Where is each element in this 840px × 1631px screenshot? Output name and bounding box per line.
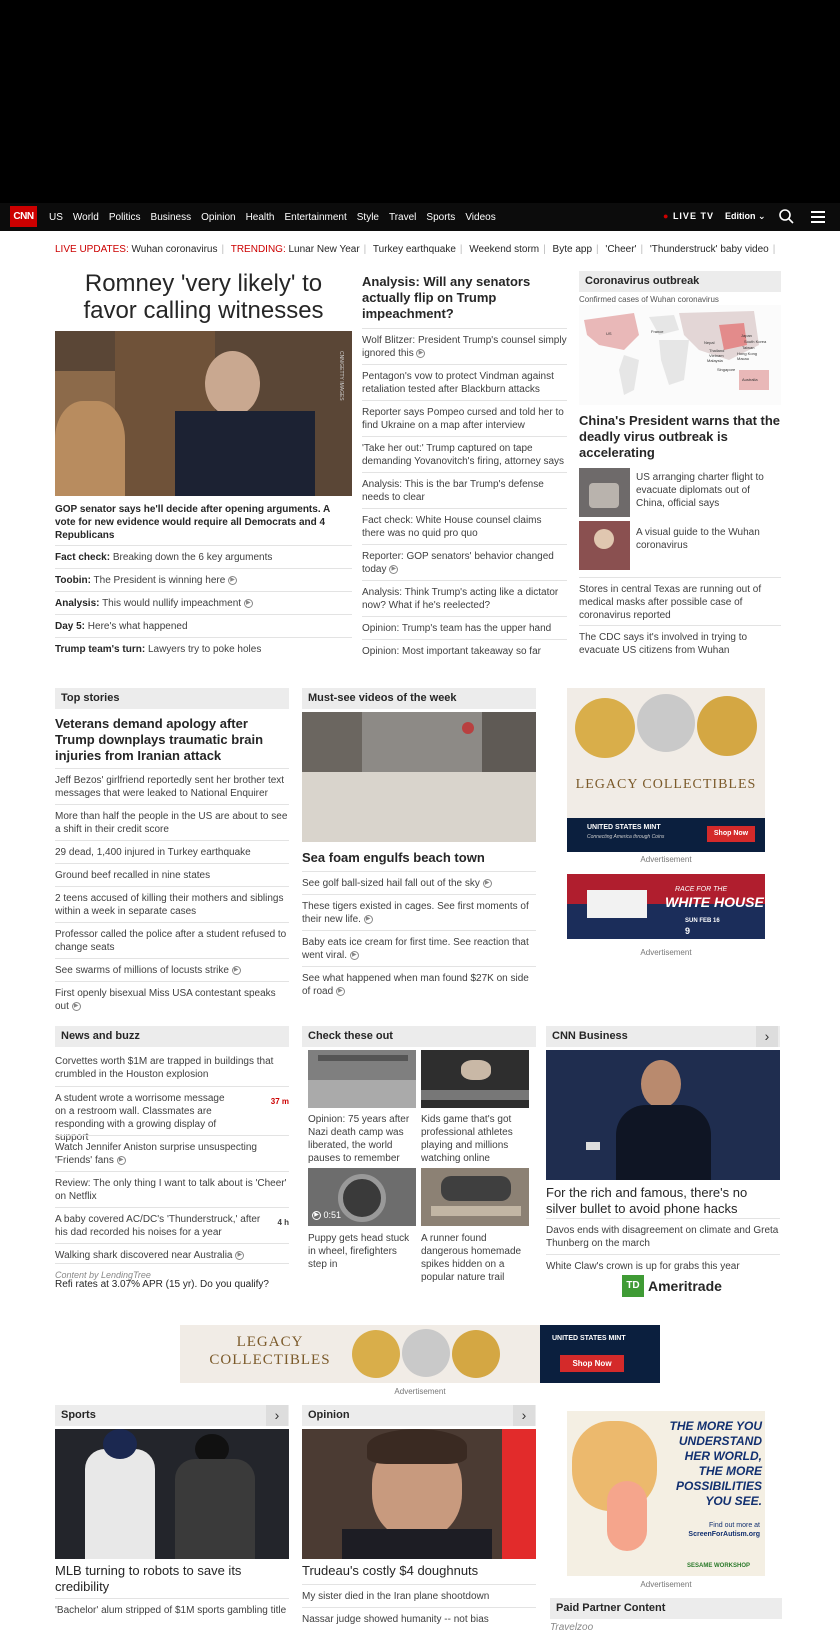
nav-link-world[interactable]: World bbox=[72, 211, 99, 223]
nav-links bbox=[44, 203, 501, 231]
hamburger-menu-icon[interactable] bbox=[811, 209, 825, 225]
race-for-white-house-ad[interactable] bbox=[567, 874, 765, 939]
play-icon: ▶ bbox=[117, 1156, 126, 1165]
play-icon: ▶ bbox=[364, 915, 373, 924]
banner-brand: UNITED STATES MINT bbox=[552, 1335, 626, 1342]
map-label: South Korea bbox=[744, 339, 767, 344]
sponsor-name: Ameritrade bbox=[648, 1278, 722, 1294]
buzz-item[interactable]: Walking shark discovered near Australia ▶ bbox=[55, 1243, 289, 1262]
check-these-out-title[interactable]: Check these out bbox=[302, 1026, 536, 1047]
map-label: Taiwan bbox=[742, 345, 755, 350]
opinion-photo[interactable] bbox=[302, 1429, 536, 1559]
top-story-item[interactable]: First openly bisexual Miss USA contestant speaks out ▶ bbox=[55, 981, 289, 1013]
top-stories-title[interactable]: Top stories bbox=[55, 688, 289, 709]
search-icon[interactable] bbox=[778, 208, 795, 225]
map-label: Vietnam bbox=[709, 353, 724, 358]
buzz-timestamp: 4 h bbox=[277, 1218, 289, 1227]
buzz-timestamp: 37 m bbox=[270, 1097, 289, 1106]
videos-headline[interactable]: Sea foam engulfs beach town bbox=[302, 850, 485, 865]
live-tv-link[interactable] bbox=[663, 211, 714, 221]
photo-credit: CNN/GETTY IMAGES bbox=[338, 351, 344, 401]
live-updates-label: LIVE UPDATES: bbox=[55, 244, 129, 255]
sesame-autism-ad[interactable] bbox=[567, 1411, 765, 1576]
play-icon: ▶ bbox=[244, 599, 253, 608]
video-item[interactable]: See what happened when man found $27K on side of road ▶ bbox=[302, 966, 536, 998]
lead-item[interactable]: Toobin: The President is winning here ▶ bbox=[55, 568, 352, 587]
corona-item[interactable]: Stores in central Texas are running out of medical masks after possible case of coronavirus reported bbox=[579, 577, 781, 622]
map-label: Nepal bbox=[704, 340, 715, 345]
ad-label: Advertisement bbox=[394, 1387, 446, 1396]
nav-link-sports[interactable]: Sports bbox=[426, 211, 456, 223]
legacy-collectibles-banner-ad[interactable] bbox=[180, 1325, 660, 1383]
middle-item[interactable]: Reporter: GOP senators' behavior changed today ▶ bbox=[362, 544, 567, 576]
play-icon: ▶ bbox=[228, 576, 237, 585]
map-label: US bbox=[606, 331, 612, 336]
top-story-item[interactable]: Ground beef recalled in nine states bbox=[55, 863, 289, 882]
cnn-business-title[interactable]: CNN Business bbox=[546, 1026, 780, 1047]
ad-label: Advertisement bbox=[640, 948, 692, 957]
nav-link-us[interactable]: US bbox=[49, 211, 63, 223]
top-story-item[interactable]: Jeff Bezos' girlfriend reportedly sent her brother text messages that were leaked to National Enquirer bbox=[55, 768, 289, 800]
nav-link-opinion[interactable]: Opinion bbox=[201, 211, 236, 223]
video-item[interactable]: Baby eats ice cream for first time. See reaction that went viral. ▶ bbox=[302, 930, 536, 962]
sponsor-label: Content by LendingTree bbox=[55, 1263, 289, 1282]
play-icon: ▶ bbox=[350, 951, 359, 960]
map-label: Thailand bbox=[709, 348, 725, 353]
ad-tagline: Connecting America through Coins bbox=[587, 834, 665, 840]
middle-item[interactable]: Pentagon's vow to protect Vindman against retaliation tested after Blackburn attacks bbox=[362, 364, 567, 396]
map-label: Malaysia bbox=[707, 358, 723, 363]
trending-link[interactable]: Turkey earthquake bbox=[372, 244, 456, 255]
nav-link-videos[interactable]: Videos bbox=[465, 211, 496, 223]
map-label: France bbox=[651, 329, 664, 334]
corona-thumb-item[interactable]: A visual guide to the Wuhan coronavirus bbox=[636, 527, 760, 551]
top-story-item[interactable]: Professor called the police after a student refused to change seats bbox=[55, 922, 289, 954]
nav-link-business[interactable]: Business bbox=[150, 211, 192, 223]
play-icon: ▶ bbox=[235, 1251, 244, 1260]
middle-item[interactable]: Analysis: Think Trump's acting like a dictator now? What if he's reelected? bbox=[362, 580, 567, 612]
corona-item[interactable]: The CDC says it's involved in trying to evacuate US citizens from Wuhan bbox=[579, 625, 781, 657]
play-icon: ▶ bbox=[336, 987, 345, 996]
chevron-right-icon[interactable]: › bbox=[266, 1405, 288, 1426]
top-black-banner bbox=[0, 0, 840, 203]
chevron-right-icon[interactable]: › bbox=[756, 1026, 778, 1047]
corona-thumb[interactable] bbox=[579, 468, 630, 517]
corona-section-title[interactable]: Coronavirus outbreak bbox=[579, 271, 781, 292]
middle-item[interactable]: Analysis: This is the bar Trump's defense needs to clear bbox=[362, 472, 567, 504]
check-thumb[interactable] bbox=[308, 1168, 416, 1226]
sports-item[interactable]: 'Bachelor' alum stripped of $1M sports gambling title bbox=[55, 1598, 289, 1617]
shop-now-button[interactable]: Shop Now bbox=[560, 1355, 624, 1372]
sports-headline[interactable]: MLB turning to robots to save its credibility bbox=[55, 1563, 242, 1594]
opinion-item[interactable]: My sister died in the Iran plane shootdown bbox=[302, 1584, 536, 1603]
trending-link[interactable]: Lunar New Year bbox=[288, 244, 360, 255]
map-label: Singapore bbox=[717, 367, 736, 372]
ad-brand: UNITED STATES MINT bbox=[587, 824, 661, 831]
buzz-item[interactable]: Corvettes worth $1M are trapped in buildings that crumbled in the Houston explosion bbox=[55, 1056, 274, 1080]
lead-item[interactable]: Fact check: Breaking down the 6 key arguments bbox=[55, 545, 352, 564]
business-item[interactable]: White Claw's crown is up for grabs this year bbox=[546, 1254, 780, 1273]
top-story-item[interactable]: 29 dead, 1,400 injured in Turkey earthquake bbox=[55, 840, 289, 859]
nav-link-politics[interactable]: Politics bbox=[108, 211, 141, 223]
sponsor-link[interactable]: Refi rates at 3.07% APR (15 yr). Do you qualify? bbox=[55, 1279, 269, 1290]
middle-item[interactable]: Opinion: Trump's team has the upper hand bbox=[362, 616, 567, 635]
chevron-down-icon: ⌄ bbox=[758, 211, 766, 221]
middle-headline[interactable]: Analysis: Will any senators actually flip on Trump impeachment? bbox=[362, 274, 531, 321]
check-card-text[interactable]: Kids game that's got professional athletes playing and millions watching online bbox=[421, 1114, 513, 1164]
video-duration: ▶ 0:51 bbox=[312, 1210, 341, 1220]
buzz-item[interactable]: A baby covered AC/DC's 'Thunderstruck,' after his dad recorded his noises for a year 4 h bbox=[55, 1207, 289, 1239]
videos-section-title[interactable]: Must-see videos of the week bbox=[302, 688, 536, 709]
play-icon: ▶ bbox=[312, 1211, 321, 1220]
sports-photo[interactable] bbox=[55, 1429, 289, 1559]
buzz-item[interactable]: Review: The only thing I want to talk about is 'Cheer' on Netflix bbox=[55, 1171, 289, 1203]
map-caption: Confirmed cases of Wuhan coronavirus bbox=[579, 295, 719, 304]
play-icon: ▶ bbox=[389, 565, 398, 574]
play-icon: ▶ bbox=[232, 966, 241, 975]
opinion-headline[interactable]: Trudeau's costly $4 doughnuts bbox=[302, 1563, 479, 1578]
trending-link[interactable]: 'Thunderstruck' baby video bbox=[649, 244, 769, 255]
lead-photo[interactable] bbox=[55, 331, 352, 496]
edition-dropdown[interactable] bbox=[725, 211, 766, 222]
buzz-item[interactable]: A student wrote a worrisome message on a restroom wall. Classmates are responding with a growing display of support 37 m bbox=[55, 1086, 289, 1144]
nav-link-style[interactable]: Style bbox=[356, 211, 379, 223]
ad-line2: WHITE HOUSE bbox=[665, 894, 764, 910]
live-tv-label: LIVE TV bbox=[672, 211, 714, 221]
middle-item[interactable]: Wolf Blitzer: President Trump's counsel simply ignored this ▶ bbox=[362, 328, 567, 360]
coronavirus-map[interactable] bbox=[579, 305, 781, 405]
corona-thumb-item[interactable]: US arranging charter flight to evacuate diplomats out of China, official says bbox=[636, 472, 764, 509]
sports-section-title[interactable]: Sports bbox=[55, 1405, 289, 1426]
top-story-item[interactable]: More than half the people in the US are about to see a shift in their credit score bbox=[55, 804, 289, 836]
lead-item[interactable]: Analysis: This would nullify impeachment ▶ bbox=[55, 591, 352, 610]
nav-link-entertainment[interactable]: Entertainment bbox=[284, 211, 347, 223]
edition-label: Edition bbox=[725, 211, 756, 221]
video-item[interactable]: See golf ball-sized hail fall out of the sky ▶ bbox=[302, 871, 536, 890]
nav-link-travel[interactable]: Travel bbox=[388, 211, 417, 223]
buzz-item[interactable]: Watch Jennifer Aniston surprise unsuspecting 'Friends' fans ▶ bbox=[55, 1135, 289, 1167]
td-logo-icon: TD bbox=[622, 1275, 644, 1297]
play-icon: ▶ bbox=[416, 349, 425, 358]
lead-headline[interactable]: Romney 'very likely' to favor calling witnesses bbox=[83, 270, 324, 324]
play-icon: ▶ bbox=[72, 1002, 81, 1011]
news-buzz-title[interactable]: News and buzz bbox=[55, 1026, 289, 1047]
check-thumb[interactable] bbox=[421, 1168, 529, 1226]
map-label: Australia bbox=[742, 377, 758, 382]
live-dot-icon: ● bbox=[663, 211, 673, 221]
ad-brand: SESAME WORKSHOP bbox=[687, 1563, 751, 1569]
ad-time: 9 bbox=[685, 926, 691, 936]
lead-subhead[interactable]: GOP senator says he'll decide after opening arguments. A vote for new evidence would require all Democrats and 4 Republicans bbox=[55, 504, 330, 541]
map-label: Japan bbox=[741, 333, 752, 338]
main-nav bbox=[0, 203, 840, 231]
check-card-text[interactable]: Opinion: 75 years after Nazi death camp was liberated, the world pauses to remember bbox=[308, 1114, 410, 1164]
check-thumb[interactable] bbox=[308, 1050, 416, 1108]
lead-item[interactable]: Trump team's turn: Lawyers try to poke holes bbox=[55, 637, 352, 656]
shop-now-button[interactable]: Shop Now bbox=[707, 826, 755, 842]
banner-title: LEGACY COLLECTIBLES bbox=[209, 1334, 331, 1368]
middle-item[interactable]: Opinion: Most important takeaway so far bbox=[362, 639, 567, 658]
check-card-text[interactable]: A runner found dangerous homemade spikes hidden on a popular nature trail bbox=[421, 1233, 522, 1283]
chevron-right-icon[interactable]: › bbox=[513, 1405, 535, 1426]
map-label: Hong Kong bbox=[737, 351, 758, 356]
ameritrade-sponsor[interactable] bbox=[622, 1275, 722, 1297]
ad-sub: Find out more at ScreenForAutism.org bbox=[688, 1522, 760, 1538]
business-headline[interactable]: For the rich and famous, there's no silver bullet to avoid phone hacks bbox=[546, 1185, 748, 1216]
top-story-item[interactable]: See swarms of millions of locusts strike ▶ bbox=[55, 958, 289, 977]
partner-source[interactable]: Travelzoo bbox=[550, 1622, 594, 1631]
video-item[interactable]: These tigers existed in cages. See first moments of their new life. ▶ bbox=[302, 894, 536, 926]
check-thumb[interactable] bbox=[421, 1050, 529, 1108]
paid-partner-title[interactable]: Paid Partner Content bbox=[550, 1598, 782, 1619]
ad-date: SUN FEB 16 bbox=[685, 918, 720, 924]
business-photo[interactable] bbox=[546, 1050, 780, 1180]
play-icon: ▶ bbox=[483, 879, 492, 888]
trending-bar: LIVE UPDATES: Wuhan coronavirus | TRENDING: Lunar New Year | Turkey earthquake | Weekend storm | Byte app | 'Cheer' | 'Thunderstruck' baby video | bbox=[55, 244, 776, 255]
business-item[interactable]: Davos ends with disagreement on climate and Greta Thunberg on the march bbox=[546, 1218, 780, 1250]
top-stories-headline[interactable]: Veterans demand apology after Trump downplays traumatic brain injuries from Iranian attack bbox=[55, 716, 264, 763]
trending-live-link[interactable]: Wuhan coronavirus bbox=[131, 244, 218, 255]
nav-link-health[interactable]: Health bbox=[245, 211, 275, 223]
middle-item[interactable]: Fact check: White House counsel claims there was no quid pro quo bbox=[362, 508, 567, 540]
middle-item[interactable]: 'Take her out:' Trump captured on tape demanding Yovanovitch's firing, attorney says bbox=[362, 436, 567, 468]
top-story-item[interactable]: 2 teens accused of killing their mothers and siblings within a week in separate cases bbox=[55, 886, 289, 918]
opinion-item[interactable]: Nassar judge showed humanity -- not bias bbox=[302, 1607, 536, 1626]
ad-label: Advertisement bbox=[640, 1580, 692, 1589]
check-card-text[interactable]: Puppy gets head stuck in wheel, firefighters step in bbox=[308, 1233, 410, 1270]
ad-line1: RACE FOR THE bbox=[675, 886, 728, 893]
middle-item[interactable]: Reporter says Pompeo cursed and told her to find Ukraine on a map after interview bbox=[362, 400, 567, 432]
legacy-collectibles-ad[interactable] bbox=[567, 688, 765, 852]
trending-link[interactable]: Weekend storm bbox=[469, 244, 540, 255]
trending-link[interactable]: 'Cheer' bbox=[605, 244, 637, 255]
opinion-section-title[interactable]: Opinion bbox=[302, 1405, 536, 1426]
lead-item[interactable]: Day 5: Here's what happened bbox=[55, 614, 352, 633]
ad-label: Advertisement bbox=[640, 855, 692, 864]
corona-headline[interactable]: China's President warns that the deadly virus outbreak is accelerating bbox=[579, 413, 781, 460]
map-label: Macau bbox=[737, 356, 750, 361]
trending-label: TRENDING: bbox=[230, 244, 286, 255]
corona-thumb[interactable] bbox=[579, 521, 630, 570]
trending-link[interactable]: Byte app bbox=[552, 244, 593, 255]
ad-headline: THE MORE YOU UNDERSTAND HER WORLD, THE MORE POSSIBILITIES YOU SEE. bbox=[669, 1419, 762, 1508]
ad-title: LEGACY COLLECTIBLES bbox=[575, 777, 757, 792]
video-thumbnail[interactable] bbox=[302, 712, 536, 842]
cnn-logo[interactable]: CNN bbox=[10, 206, 37, 227]
